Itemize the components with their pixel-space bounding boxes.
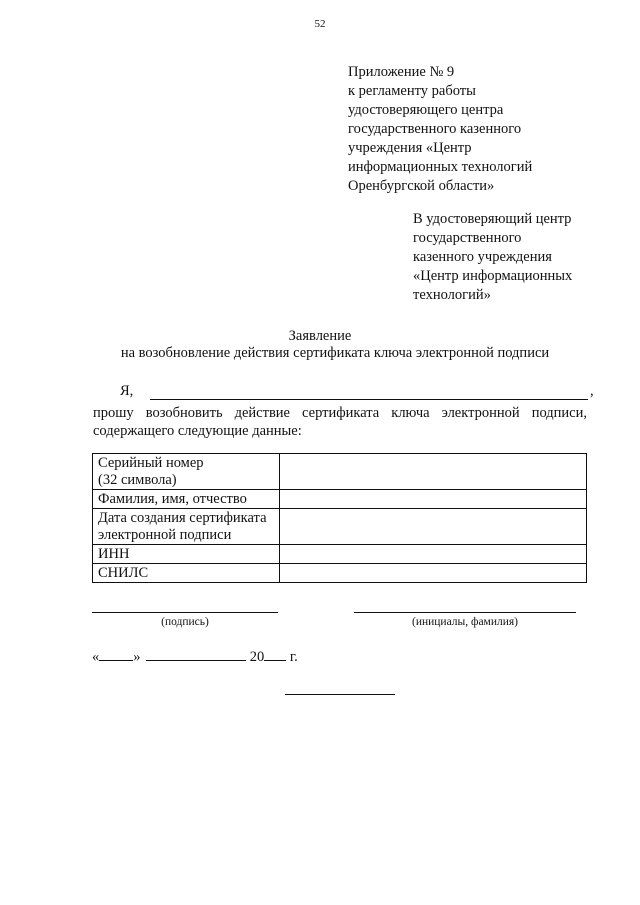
table-value-cell[interactable] (280, 454, 587, 490)
table-label-cell (93, 545, 280, 564)
table-label: электронной подписи (98, 527, 232, 543)
date-year-suffix: г. (289, 649, 298, 665)
table-label: ИНН (98, 546, 130, 562)
table-label-cell (93, 509, 280, 545)
document-title: Заявление (288, 328, 352, 344)
table-value-cell[interactable] (280, 564, 587, 583)
table-row (93, 564, 587, 583)
appendix-line: учреждения «Центр (348, 140, 472, 156)
applicant-name-field[interactable] (150, 399, 588, 400)
certificate-data-table (92, 453, 587, 583)
addressee-line: казенного учреждения (413, 249, 552, 265)
addressee-line: В удостоверяющий центр (413, 211, 572, 227)
addressee-line: технологий» (413, 287, 491, 303)
date-day-field[interactable] (99, 646, 133, 661)
appendix-line: Оренбургской области» (348, 178, 495, 194)
table-label-cell (93, 564, 280, 583)
table-label: (32 символа) (98, 472, 177, 488)
addressee-block (413, 210, 633, 305)
appendix-line: информационных технологий (348, 159, 533, 175)
table-label: СНИЛС (98, 565, 149, 581)
appendix-block (348, 63, 628, 196)
signature-field[interactable] (92, 612, 278, 613)
date-close-quote: » (133, 649, 141, 665)
table-value-cell[interactable] (280, 545, 587, 564)
signature-caption: (подпись) (161, 616, 209, 628)
table-label-cell (93, 490, 280, 509)
table-value-cell[interactable] (280, 509, 587, 545)
request-line: прошу возобновить действие сертификата ключа электронной подписи, (93, 405, 587, 421)
table-row (93, 490, 587, 509)
document-subtitle: на возобновление действия сертификата ключа электронной подписи (120, 345, 550, 361)
table-row (93, 454, 587, 490)
addressee-line: «Центр информационных (413, 268, 573, 284)
table-label: Серийный номер (98, 455, 204, 471)
table-value-cell[interactable] (280, 490, 587, 509)
date-year-field[interactable] (264, 646, 286, 661)
initials-surname-field[interactable] (354, 612, 576, 613)
end-of-document-line (285, 694, 395, 695)
date-century: 20 (249, 649, 265, 665)
request-line: содержащего следующие данные: (93, 423, 302, 439)
applicant-prefix: Я, (120, 383, 134, 399)
table-label: Дата создания сертификата (98, 510, 267, 526)
table-label-cell (93, 454, 280, 490)
appendix-line: государственного казенного (348, 121, 522, 137)
appendix-line: удостоверяющего центра (348, 102, 504, 118)
date-row (92, 646, 298, 666)
appendix-line: Приложение № 9 (348, 64, 455, 80)
appendix-line: к регламенту работы (348, 83, 476, 99)
initials-surname-caption: (инициалы, фамилия) (411, 616, 519, 628)
table-row (93, 509, 587, 545)
date-month-field[interactable] (146, 646, 246, 661)
applicant-suffix: , (590, 383, 594, 399)
request-text (93, 404, 587, 440)
page-number: 52 (314, 18, 326, 30)
table-label: Фамилия, имя, отчество (98, 491, 247, 507)
table-row (93, 545, 587, 564)
date-open-quote: « (92, 649, 100, 665)
addressee-line: государственного (413, 230, 522, 246)
